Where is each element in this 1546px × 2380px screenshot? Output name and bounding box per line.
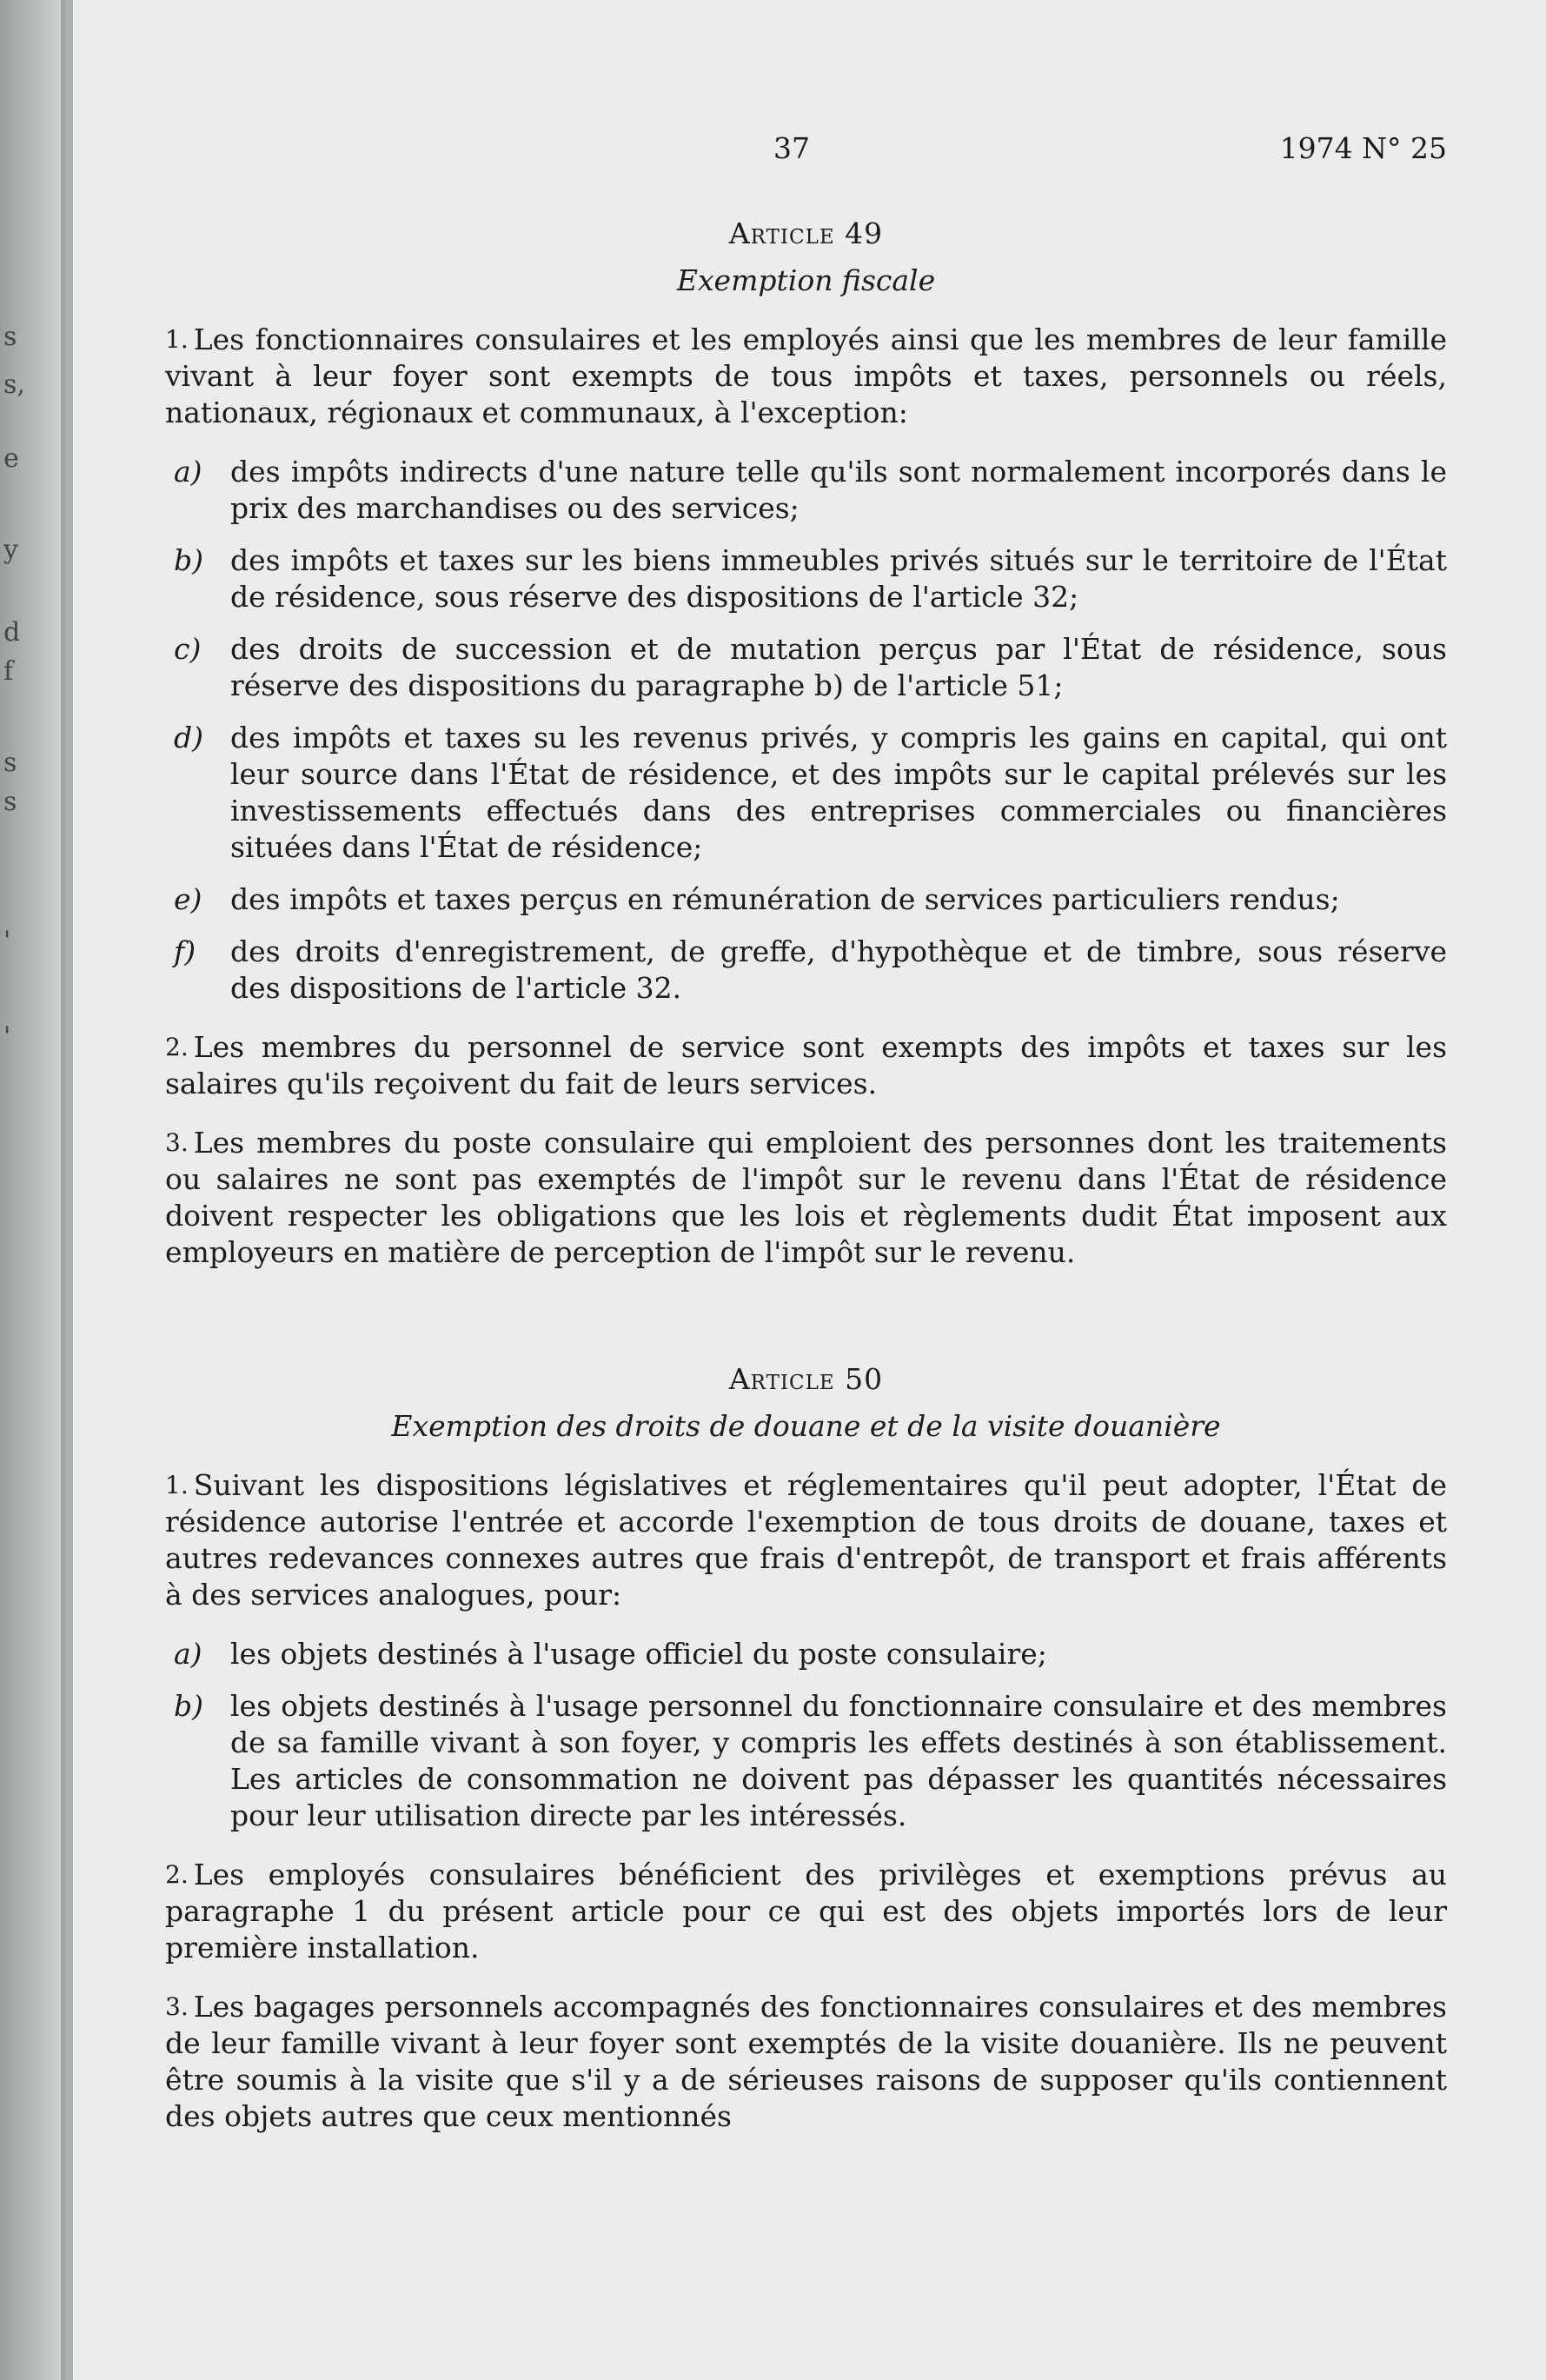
list-item xyxy=(165,631,1447,704)
edge-fragment: s xyxy=(3,748,17,778)
item-text: des droits de succession et de mutation perçus par l'État de résidence, sous réserve des dispositions du paragraphe b) de l'article 51; xyxy=(230,632,1447,702)
article-49-paragraph-1 xyxy=(165,322,1447,431)
item-text: les objets destinés à l'usage officiel du poste consulaire; xyxy=(230,1637,1047,1671)
section-spacer xyxy=(165,1293,1447,1328)
item-text: des droits d'enregistrement, de greffe, d'hypothèque et de timbre, sous réserve des dispositions de l'article 32. xyxy=(230,934,1447,1005)
paragraph-text: Suivant les dispositions législatives et réglementaires qu'il peut adopter, l'État de résidence autorise l'entrée et accorde l'exemption de tous droits de douane, taxes et autres redevances connexes autres que frais d'entrepôt, de transport et frais afférents à des services analogues, pour: xyxy=(165,1468,1447,1612)
edge-fragment: y xyxy=(3,535,18,565)
article-50-paragraph-2 xyxy=(165,1857,1447,1966)
paragraph-text: Les membres du personnel de service sont exempts des impôts et taxes sur les salaires qu'ils reçoivent du fait de leurs services. xyxy=(165,1030,1447,1100)
edge-fragment: ' xyxy=(3,926,11,956)
article-49-paragraph-3 xyxy=(165,1125,1447,1271)
edge-fragment: e xyxy=(3,443,19,474)
article-50-paragraph-1 xyxy=(165,1467,1447,1613)
paragraph-text: Les bagages personnels accompagnés des fonctionnaires consulaires et des membres de leur famille vivant à leur foyer sont exemptés de la visite douanière. Ils ne peuvent être soumis à la visite que s'il y a de sérieuses raisons de supposer qu'ils contiennent des objets autres que ceux mentionnés xyxy=(165,1990,1447,2133)
issue-number: 1974 N° 25 xyxy=(1279,131,1447,165)
paragraph-number: 1. xyxy=(165,325,189,354)
list-item xyxy=(165,542,1447,615)
edge-fragment: s, xyxy=(3,369,25,400)
item-text: des impôts et taxes sur les biens immeubles privés situés sur le territoire de l'État de résidence, sous réserve des dispositions de l'article 32; xyxy=(230,543,1447,614)
article-49-paragraph-2 xyxy=(165,1029,1447,1102)
article-50-paragraph-3 xyxy=(165,1989,1447,2135)
item-letter: b) xyxy=(174,1689,203,1723)
article-50-title: Article 50 xyxy=(728,1362,884,1396)
list-item xyxy=(165,1688,1447,1834)
article-50-items-list xyxy=(165,1636,1447,1834)
edge-fragment: s xyxy=(3,787,17,817)
item-letter: a) xyxy=(174,455,202,489)
item-letter: e) xyxy=(174,882,202,916)
list-item xyxy=(165,720,1447,866)
paragraph-number: 2. xyxy=(165,1033,189,1061)
article-50-subtitle: Exemption des droits de douane et de la visite douanière xyxy=(391,1409,1221,1443)
paragraph-text: Les fonctionnaires consulaires et les employés ainsi que les membres de leur famille vivant à leur foyer sont exempts de tous impôts et taxes, personnels ou réels, nationaux, régionaux et communaux, à l'exception: xyxy=(165,322,1447,429)
item-text: des impôts et taxes su les revenus privés, y compris les gains en capital, qui ont leur source dans l'État de résidence, et des impôts sur le capital prélevés sur les investissements effectués dans des entreprises commerciales ou financières situées dans l'État de résidence; xyxy=(230,721,1447,864)
paragraph-text: Les employés consulaires bénéficient des privilèges et exemptions prévus au paragraphe 1 du présent article pour ce qui est des objets importés lors de leur première installation. xyxy=(165,1858,1447,1964)
article-49-subtitle: Exemption fiscale xyxy=(676,263,936,297)
paragraph-number: 3. xyxy=(165,1128,189,1157)
paragraph-number: 1. xyxy=(165,1471,189,1499)
running-head xyxy=(165,130,1447,183)
page-content xyxy=(165,130,1447,2157)
article-49-title: Article 49 xyxy=(728,216,884,250)
list-item xyxy=(165,934,1447,1007)
item-text: des impôts indirects d'une nature telle qu'ils sont normalement incorporés dans le prix des marchandises ou des services; xyxy=(230,455,1447,525)
item-letter: c) xyxy=(174,632,202,666)
item-text: des impôts et taxes perçus en rémunération de services particuliers rendus; xyxy=(230,882,1340,916)
item-letter: d) xyxy=(174,721,203,755)
list-item xyxy=(165,881,1447,918)
adjacent-page-text-fragments xyxy=(0,0,35,2380)
item-letter: a) xyxy=(174,1637,202,1671)
list-item xyxy=(165,454,1447,527)
edge-fragment: s xyxy=(3,322,17,352)
paragraph-number: 2. xyxy=(165,1860,189,1889)
adjacent-page-edge xyxy=(0,0,70,2380)
edge-fragment: d xyxy=(3,617,21,648)
page-number: 37 xyxy=(773,131,810,165)
list-item xyxy=(165,1636,1447,1672)
edge-fragment: ' xyxy=(3,1021,11,1052)
edge-fragment: f xyxy=(3,656,14,687)
item-text: les objets destinés à l'usage personnel du fonctionnaire consulaire et des membres de sa famille vivant à son foyer, y compris les effets destinés à son établissement. Les articles de consommation ne doivent pas dépasser les quantités nécessaires pour leur utilisation directe par les intéressés. xyxy=(230,1689,1447,1832)
item-letter: b) xyxy=(174,543,203,577)
paragraph-number: 3. xyxy=(165,1992,189,2021)
article-49-exceptions-list xyxy=(165,454,1447,1007)
item-letter: f) xyxy=(174,934,196,968)
paragraph-text: Les membres du poste consulaire qui emploient des personnes dont les traitements ou salaires ne sont pas exemptés de l'impôt sur le revenu dans l'État de résidence doivent respecter les obligations que les lois et règlements dudit État imposent aux employeurs en matière de perception de l'impôt sur le revenu. xyxy=(165,1126,1447,1269)
